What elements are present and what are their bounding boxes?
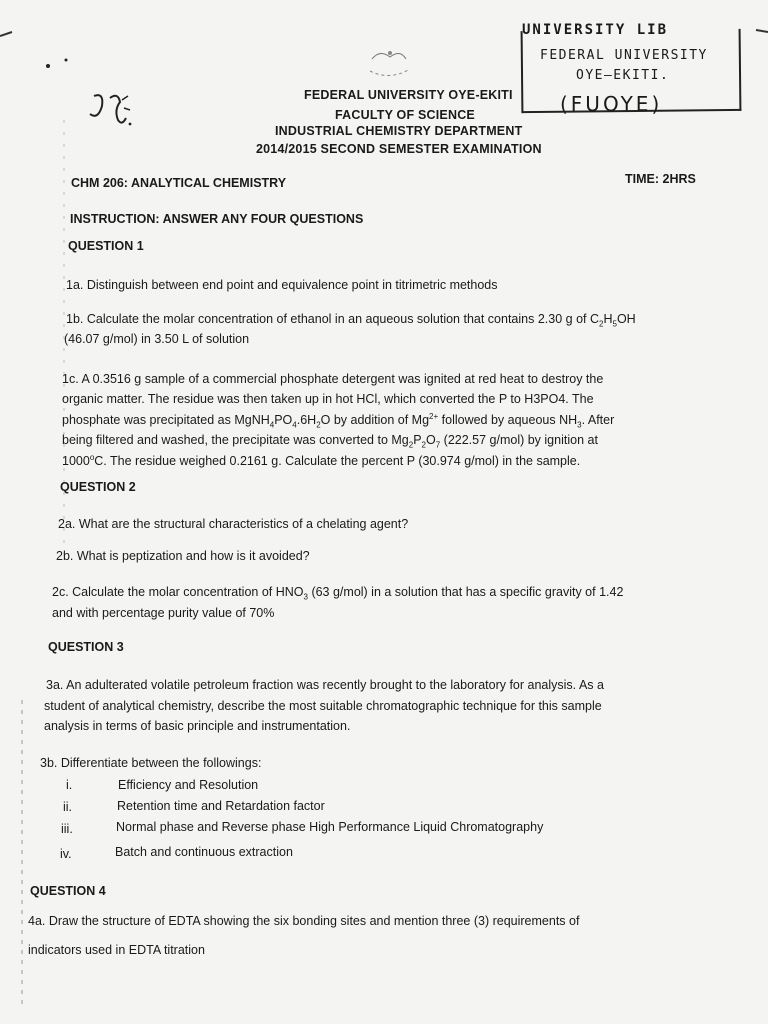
q4a-line2: indicators used in EDTA titration [28, 943, 205, 957]
q3a-line2: student of analytical chemistry, describe the most suitable chromatographic technique for this sample [44, 699, 602, 713]
header-department: INDUSTRIAL CHEMISTRY DEPARTMENT [275, 124, 523, 138]
stamp-top-text: UNIVERSITY LIB [522, 22, 669, 38]
q2-heading: QUESTION 2 [60, 480, 136, 494]
q3b: 3b. Differentiate between the followings: [40, 756, 262, 770]
q1c-line2: organic matter. The residue was then taken up in hot HCl, which converted the P to H3PO4. The [62, 392, 594, 406]
handwritten-signature [86, 86, 156, 136]
q1a: 1a. Distinguish between end point and equivalence point in titrimetric methods [66, 278, 498, 292]
q3b-item-num: ii. [63, 800, 73, 814]
q3b-item-num: iii. [61, 822, 73, 836]
q3b-item-text: Batch and continuous extraction [115, 845, 293, 859]
q4a-line1: 4a. Draw the structure of EDTA showing the six bonding sites and mention three (3) requirements of [28, 914, 580, 928]
q3b-item-text: Normal phase and Reverse phase High Performance Liquid Chromatography [116, 820, 544, 834]
instruction: INSTRUCTION: ANSWER ANY FOUR QUESTIONS [70, 212, 364, 226]
q3b-item-text: Efficiency and Resolution [118, 778, 259, 792]
university-logo [360, 45, 420, 85]
exam-time: TIME: 2HRS [625, 172, 696, 186]
q1c-line1: 1c. A 0.3516 g sample of a commercial phosphate detergent was ignited at red heat to destroy the [62, 372, 604, 386]
q3-heading: QUESTION 3 [48, 640, 124, 654]
q3b-item-text: Retention time and Retardation factor [117, 799, 325, 813]
stamp-line-1: FEDERAL UNIVERSITY [540, 48, 708, 63]
q1-heading: QUESTION 1 [68, 239, 144, 253]
stamp-line-3: (FUOYE) [560, 92, 663, 116]
header-faculty: FACULTY OF SCIENCE [335, 108, 475, 122]
q3b-item-num: iv. [60, 847, 72, 861]
stamp-line-2: OYE–EKITI. [576, 68, 670, 83]
q1c-line5: 1000$^o$C. The residue weighed 0.2161 g. Calculate the percent P (30.974 g/mol) in the sample. [62, 453, 581, 469]
q1c-line4: being filtered and washed, the precipitate was converted to $Mg_2P_2O_7$ (222.57 g/mol) by ignition at [62, 433, 598, 450]
q2a: 2a. What are the structural characteristics of a chelating agent? [58, 517, 409, 531]
q1b-line1: 1b. Calculate the molar concentration of ethanol in an aqueous solution that contains 2.30 g of $C_2H_5OH$ [66, 312, 636, 329]
q2c-line1: 2c. Calculate the molar concentration of $HNO_3$ (63 g/mol) in a solution that has a specific gravity of 1.42 [52, 585, 624, 602]
q1c-line3: phosphate was precipitated as $MgNH_4PO_4.6H_2O$ by addition of $Mg^{2+}$ followed by aqueous $NH_3$. After [62, 412, 615, 430]
q3a-line1: 3a. An adulterated volatile petroleum fraction was recently brought to the laboratory for analysis. As a [46, 678, 604, 692]
header-university: FEDERAL UNIVERSITY OYE-EKITI [304, 88, 513, 102]
q2c-line2: and with percentage purity value of 70% [52, 606, 275, 620]
q3b-item-num: i. [66, 778, 73, 792]
q2b: 2b. What is peptization and how is it avoided? [56, 549, 310, 563]
q4-heading: QUESTION 4 [30, 884, 106, 898]
q1b-line2: (46.07 g/mol) in 3.50 L of solution [64, 332, 250, 346]
q3a-line3: analysis in terms of basic principle and instrumentation. [44, 719, 351, 733]
course-title: CHM 206: ANALYTICAL CHEMISTRY [71, 176, 287, 190]
header-exam: 2014/2015 SECOND SEMESTER EXAMINATION [256, 142, 542, 156]
